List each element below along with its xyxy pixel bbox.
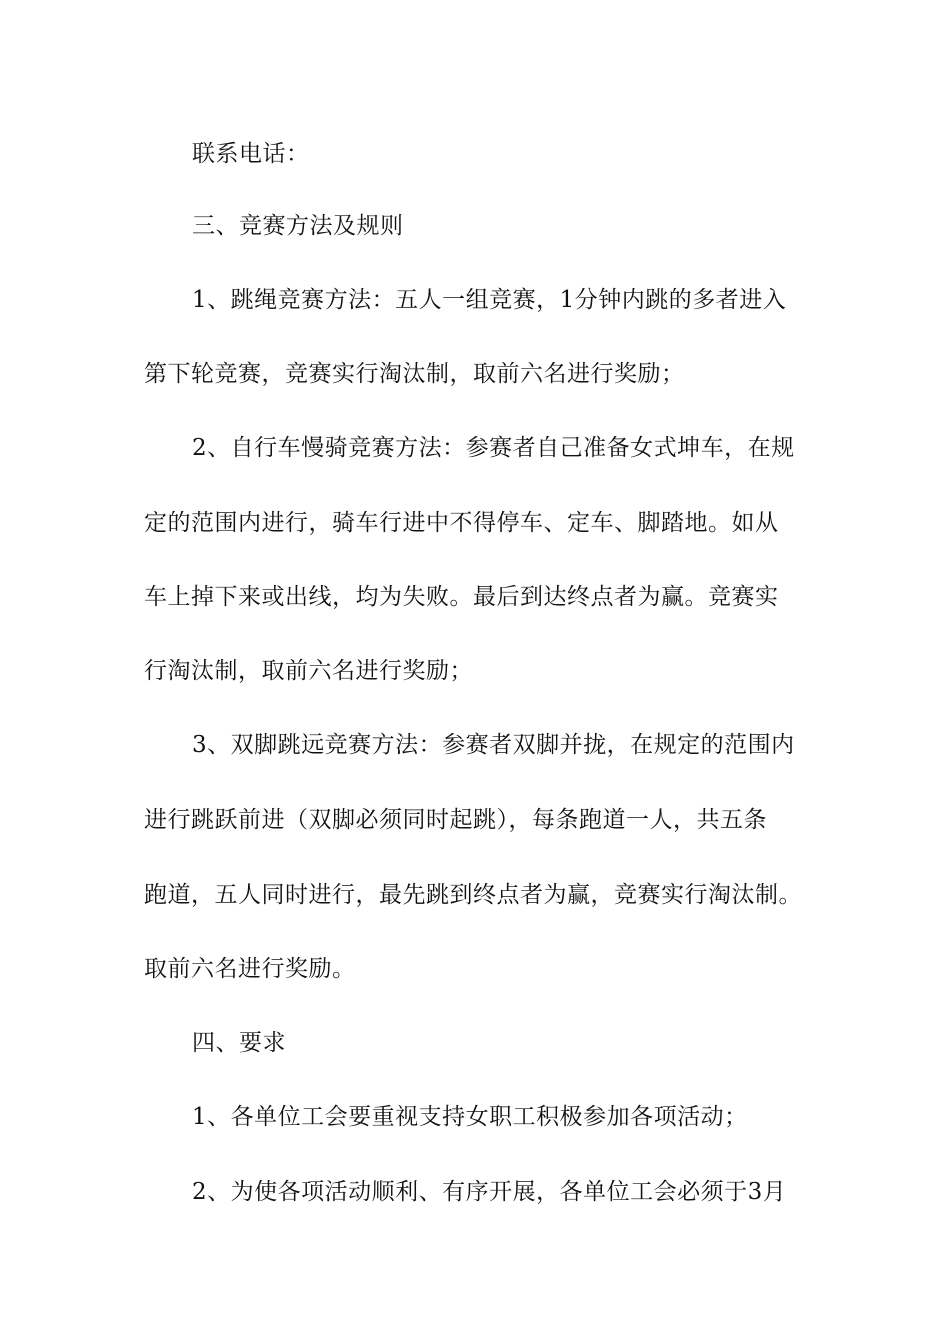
paragraph-line: 2、自行车慢骑竞赛方法：参赛者自己准备女式坤车，在规	[192, 435, 795, 461]
paragraph-line: 1、各单位工会要重视支持女职工积极参加各项活动；	[192, 1104, 748, 1130]
paragraph-line: 跑道，五人同时进行，最先跳到终点者为赢，竞赛实行淘汰制。	[144, 882, 802, 908]
paragraph-line: 1、跳绳竞赛方法：五人一组竞赛，1分钟内跳的多者进入	[192, 287, 787, 313]
paragraph-line: 定的范围内进行，骑车行进中不得停车、定车、脚踏地。如从	[144, 510, 779, 536]
paragraph-line: 2、为使各项活动顺利、有序开展，各单位工会必须于3月	[192, 1179, 787, 1205]
paragraph-line: 进行跳跃前进（双脚必须同时起跳），每条跑道一人，共五条	[144, 807, 767, 833]
paragraph-line: 行淘汰制，取前六名进行奖励；	[144, 658, 473, 684]
paragraph-line: 车上掉下来或出线，均为失败。最后到达终点者为赢。竞赛实	[144, 584, 779, 610]
section-heading-rules: 三、竞赛方法及规则	[192, 213, 404, 239]
paragraph-line: 取前六名进行奖励。	[144, 956, 356, 982]
section-heading-requirements: 四、要求	[192, 1030, 286, 1056]
paragraph-line: 3、双脚跳远竞赛方法：参赛者双脚并拢，在规定的范围内	[192, 732, 795, 758]
paragraph-line: 第下轮竞赛，竞赛实行淘汰制，取前六名进行奖励；	[144, 361, 685, 387]
contact-phone-line: 联系电话：	[192, 141, 310, 167]
